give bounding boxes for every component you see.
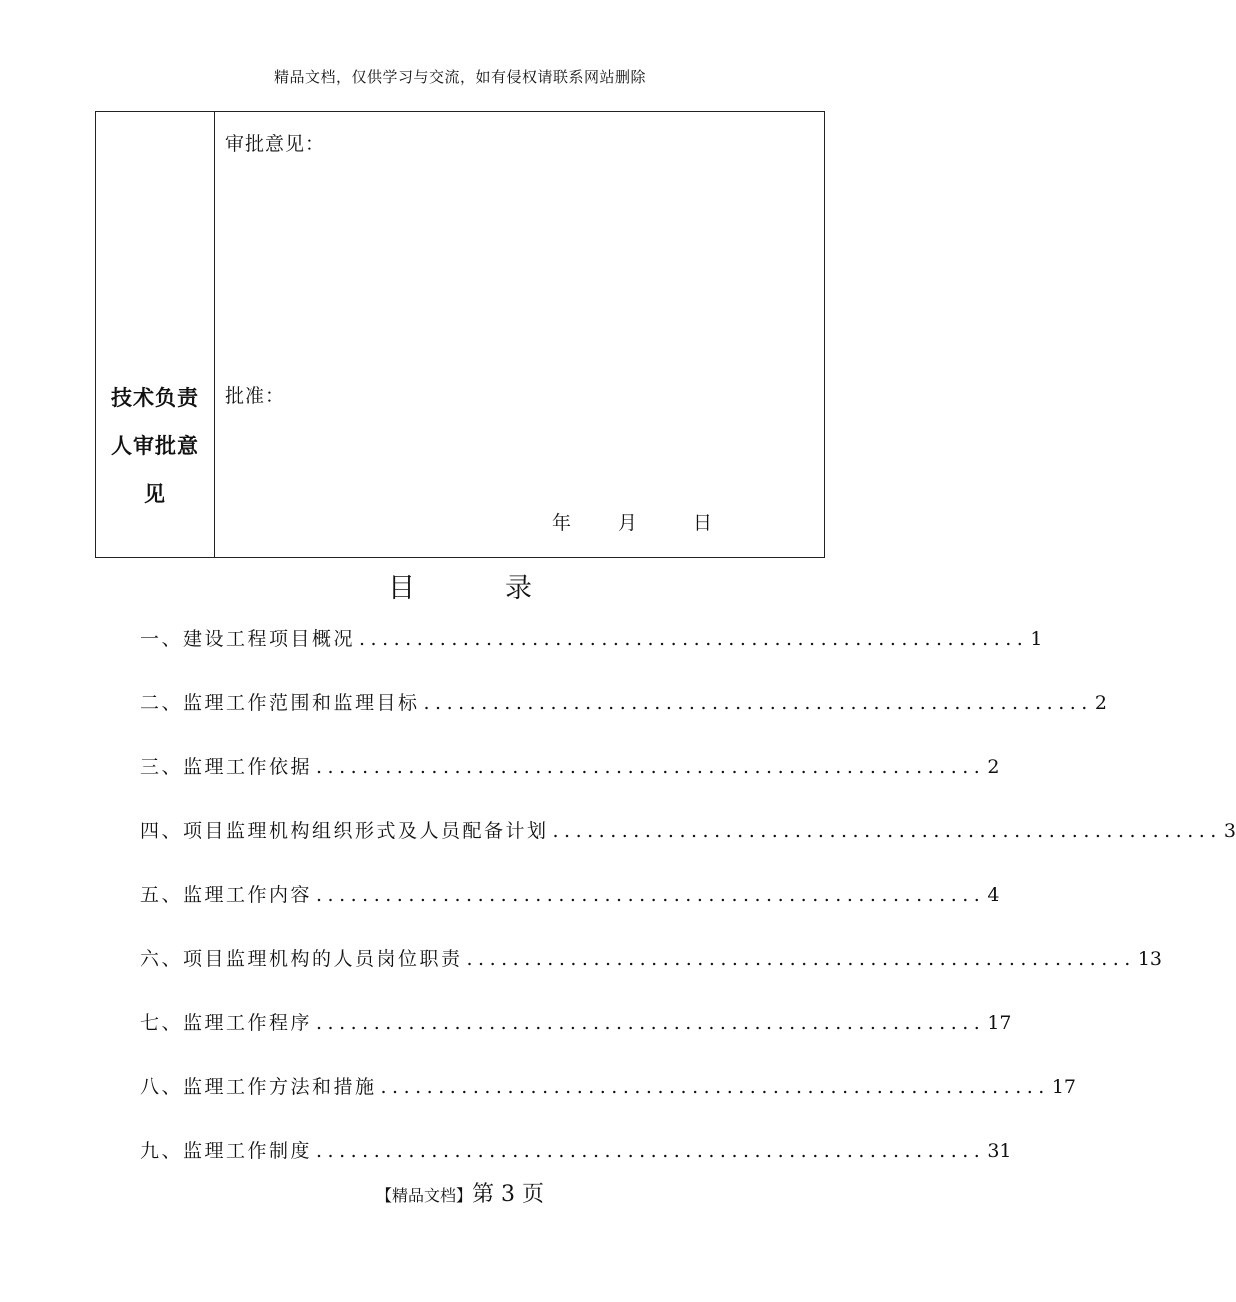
toc-item-page: 2 bbox=[1094, 692, 1107, 714]
date-year: 年 bbox=[552, 512, 572, 534]
footer-doc-label: 【精品文档】 bbox=[376, 1186, 473, 1205]
toc-leader-dots: .......................................................... bbox=[316, 756, 986, 778]
approval-table bbox=[95, 111, 825, 558]
toc-leader-dots: .......................................................... bbox=[552, 820, 1222, 842]
toc-item[interactable] bbox=[140, 752, 1000, 816]
opinion-label: 审批意见： bbox=[225, 133, 326, 155]
toc-item-title: 五、监理工作内容 bbox=[140, 884, 313, 906]
table-of-contents bbox=[140, 624, 1236, 1200]
toc-item-title: 三、监理工作依据 bbox=[140, 756, 313, 778]
page-footer bbox=[0, 1177, 920, 1208]
approval-label bbox=[104, 374, 206, 518]
toc-leader-dots: .......................................................... bbox=[316, 1140, 986, 1162]
toc-item-page: 17 bbox=[987, 1012, 1012, 1034]
toc-item-page: 1 bbox=[1030, 628, 1043, 650]
toc-item[interactable] bbox=[140, 624, 1043, 688]
toc-leader-dots: .......................................................... bbox=[316, 1012, 986, 1034]
date-month: 月 bbox=[618, 512, 638, 534]
toc-item[interactable] bbox=[140, 816, 1236, 880]
toc-item-title: 六、项目监理机构的人员岗位职责 bbox=[140, 948, 463, 970]
approval-content-cell bbox=[215, 112, 824, 557]
toc-title: 目录 bbox=[388, 573, 622, 604]
toc-item-page: 3 bbox=[1223, 820, 1236, 842]
toc-item-title: 一、建设工程项目概况 bbox=[140, 628, 356, 650]
approval-label-line-1: 技术负责 bbox=[111, 386, 199, 410]
toc-item-page: 17 bbox=[1051, 1076, 1076, 1098]
toc-item-title: 九、监理工作制度 bbox=[140, 1140, 313, 1162]
toc-leader-dots: .......................................................... bbox=[359, 628, 1029, 650]
approve-label: 批准： bbox=[225, 385, 286, 407]
approval-label-cell bbox=[96, 112, 215, 557]
toc-leader-dots: .......................................................... bbox=[316, 884, 986, 906]
toc-item[interactable] bbox=[140, 944, 1162, 1008]
toc-item[interactable] bbox=[140, 1008, 1012, 1072]
toc-item-title: 七、监理工作程序 bbox=[140, 1012, 313, 1034]
toc-item-page: 31 bbox=[987, 1140, 1012, 1162]
toc-item[interactable] bbox=[140, 880, 1000, 944]
toc-item[interactable] bbox=[140, 688, 1107, 752]
toc-item-title: 八、监理工作方法和措施 bbox=[140, 1076, 377, 1098]
toc-item[interactable] bbox=[140, 1072, 1076, 1136]
toc-item-page: 4 bbox=[987, 884, 1000, 906]
date-day: 日 bbox=[693, 512, 713, 534]
toc-item-title: 四、项目监理机构组织形式及人员配备计划 bbox=[140, 820, 549, 842]
toc-leader-dots: .......................................................... bbox=[423, 692, 1093, 714]
footer-page-number: 第 3 页 bbox=[472, 1182, 544, 1207]
toc-leader-dots: .......................................................... bbox=[380, 1076, 1050, 1098]
toc-item-page: 13 bbox=[1137, 948, 1162, 970]
page-header: 精品文档，仅供学习与交流，如有侵权请联系网站删除 bbox=[273, 68, 646, 86]
toc-leader-dots: .......................................................... bbox=[466, 948, 1136, 970]
approval-label-line-3: 见 bbox=[144, 482, 166, 506]
approval-label-line-2: 人审批意 bbox=[111, 434, 199, 458]
toc-item-page: 2 bbox=[987, 756, 1000, 778]
toc-item-title: 二、监理工作范围和监理目标 bbox=[140, 692, 420, 714]
